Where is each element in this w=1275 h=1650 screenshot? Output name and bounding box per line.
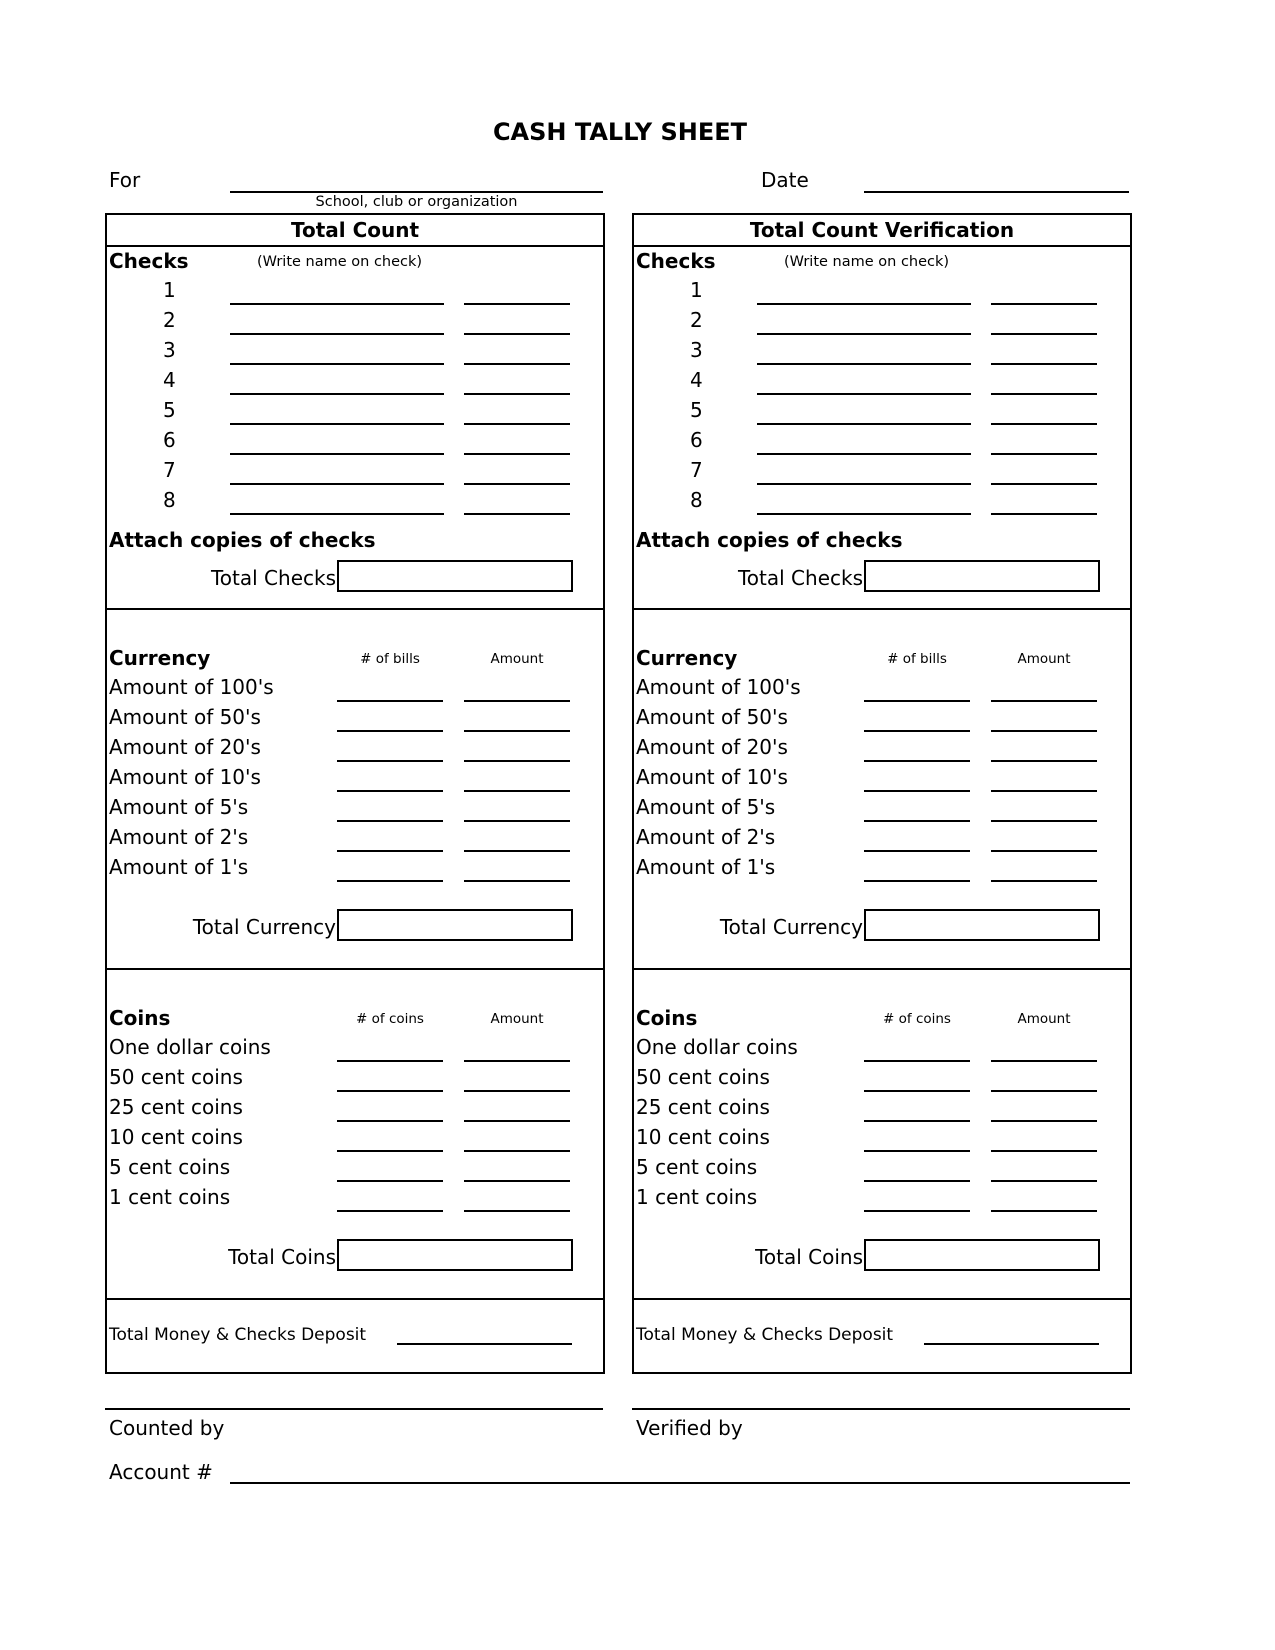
bill-amount-field[interactable] [991,850,1097,852]
coins-column-header: # of coins [356,1011,424,1027]
check-number: 1 [690,278,703,302]
bill-count-field[interactable] [864,730,970,732]
attach-checks-note: Attach copies of checks [109,528,376,552]
bill-amount-field[interactable] [464,880,570,882]
coin-row-label: 50 cent coins [109,1065,243,1089]
check-amount-field[interactable] [991,303,1097,305]
panel-heading: Total Count [290,218,420,242]
currency-row-label: Amount of 10's [109,765,261,789]
coin-count-field[interactable] [337,1090,443,1092]
bill-amount-field[interactable] [464,760,570,762]
coin-amount-field[interactable] [464,1090,570,1092]
amount-column-header: Amount [1017,651,1071,667]
bill-count-field[interactable] [864,820,970,822]
deposit-total-field[interactable] [924,1343,1099,1345]
coin-count-field[interactable] [864,1210,970,1212]
bill-amount-field[interactable] [464,820,570,822]
check-number: 7 [163,458,176,482]
check-number: 8 [163,488,176,512]
verified-by-signature-line[interactable] [632,1408,1130,1410]
currency-section-title: Currency [109,646,211,670]
coin-count-field[interactable] [864,1090,970,1092]
coin-amount-field[interactable] [991,1150,1097,1152]
coin-row-label: 50 cent coins [636,1065,770,1089]
total-checks-label: Total Checks [737,566,863,590]
check-number: 5 [690,398,703,422]
check-amount-field[interactable] [464,513,570,515]
bill-count-field[interactable] [337,790,443,792]
coin-amount-field[interactable] [464,1120,570,1122]
coin-amount-field[interactable] [991,1120,1097,1122]
check-amount-field[interactable] [991,393,1097,395]
check-name-field[interactable] [230,333,444,335]
check-name-field[interactable] [230,393,444,395]
currency-row-label: Amount of 100's [636,675,801,699]
check-name-field[interactable] [757,453,971,455]
check-name-field[interactable] [230,513,444,515]
total-coins-field[interactable] [864,1239,1100,1271]
divider [634,968,1130,970]
coin-amount-field[interactable] [991,1210,1097,1212]
bill-amount-field[interactable] [991,880,1097,882]
check-amount-field[interactable] [464,423,570,425]
total-checks-field[interactable] [864,560,1100,592]
check-amount-field[interactable] [991,513,1097,515]
date-label: Date [761,168,809,192]
bill-count-field[interactable] [337,880,443,882]
bill-count-field[interactable] [337,700,443,702]
total-currency-label: Total Currency [719,915,863,939]
verified-by-label: Verified by [636,1416,743,1440]
divider [107,1298,603,1300]
check-name-field[interactable] [757,483,971,485]
coin-row-label: 25 cent coins [109,1095,243,1119]
check-amount-field[interactable] [464,483,570,485]
currency-row-label: Amount of 2's [636,825,776,849]
check-name-field[interactable] [230,303,444,305]
bills-column-header: # of bills [887,651,947,667]
coin-amount-field[interactable] [464,1150,570,1152]
for-label: For [109,168,141,192]
bills-column-header: # of bills [360,651,420,667]
divider [634,608,1130,610]
check-number: 7 [690,458,703,482]
bill-count-field[interactable] [864,760,970,762]
bill-count-field[interactable] [864,880,970,882]
divider [107,968,603,970]
total-checks-label: Total Checks [210,566,336,590]
bill-count-field[interactable] [337,820,443,822]
check-name-field[interactable] [230,483,444,485]
check-number: 2 [163,308,176,332]
total-count-verification-panel [632,213,1132,1374]
total-currency-label: Total Currency [192,915,336,939]
account-number-label: Account # [109,1460,213,1484]
check-name-field[interactable] [230,363,444,365]
deposit-label: Total Money & Checks Deposit [636,1325,894,1345]
attach-checks-note: Attach copies of checks [636,528,903,552]
check-amount-field[interactable] [464,303,570,305]
coins-section-title: Coins [109,1006,171,1030]
coin-count-field[interactable] [864,1150,970,1152]
total-currency-field[interactable] [337,909,573,941]
coin-count-field[interactable] [337,1210,443,1212]
coin-row-label: One dollar coins [636,1035,798,1059]
bill-count-field[interactable] [864,850,970,852]
total-coins-label: Total Coins [228,1245,336,1269]
coin-row-label: 10 cent coins [109,1125,243,1149]
bill-count-field[interactable] [337,760,443,762]
coin-count-field[interactable] [337,1150,443,1152]
coin-amount-field[interactable] [464,1060,570,1062]
currency-row-label: Amount of 20's [636,735,788,759]
divider [634,245,1130,247]
coins-column-header: # of coins [883,1011,951,1027]
check-number: 4 [690,368,703,392]
currency-row-label: Amount of 20's [109,735,261,759]
panel-heading: Total Count Verification [749,218,1015,242]
check-name-field[interactable] [757,333,971,335]
coin-amount-field[interactable] [464,1210,570,1212]
currency-row-label: Amount of 50's [109,705,261,729]
coin-amount-field[interactable] [464,1180,570,1182]
check-name-field[interactable] [757,513,971,515]
currency-row-label: Amount of 5's [636,795,776,819]
check-amount-field[interactable] [991,333,1097,335]
coin-amount-field[interactable] [991,1090,1097,1092]
total-coins-field[interactable] [337,1239,573,1271]
check-name-field[interactable] [230,423,444,425]
coin-count-field[interactable] [337,1060,443,1062]
checks-note: (Write name on check) [784,254,950,270]
bill-amount-field[interactable] [464,730,570,732]
coin-row-label: 5 cent coins [636,1155,758,1179]
counted-by-label: Counted by [109,1416,225,1440]
currency-section-title: Currency [636,646,738,670]
bill-amount-field[interactable] [464,700,570,702]
check-number: 6 [690,428,703,452]
total-currency-field[interactable] [864,909,1100,941]
coin-amount-field[interactable] [991,1180,1097,1182]
coin-count-field[interactable] [864,1180,970,1182]
check-number: 1 [163,278,176,302]
check-amount-field[interactable] [464,453,570,455]
coin-row-label: 1 cent coins [109,1185,231,1209]
currency-row-label: Amount of 1's [636,855,776,879]
currency-row-label: Amount of 50's [636,705,788,729]
coin-amount-field[interactable] [991,1060,1097,1062]
coin-count-field[interactable] [864,1120,970,1122]
amount-column-header: Amount [490,651,544,667]
bill-amount-field[interactable] [991,760,1097,762]
bill-count-field[interactable] [864,700,970,702]
total-checks-field[interactable] [337,560,573,592]
check-number: 8 [690,488,703,512]
coin-count-field[interactable] [864,1060,970,1062]
check-amount-field[interactable] [464,363,570,365]
account-number-field[interactable] [230,1482,1130,1484]
check-number: 2 [690,308,703,332]
bill-amount-field[interactable] [991,820,1097,822]
deposit-total-field[interactable] [397,1343,572,1345]
check-amount-field[interactable] [991,363,1097,365]
check-amount-field[interactable] [464,393,570,395]
page-title: CASH TALLY SHEET [492,118,748,146]
divider [634,1298,1130,1300]
divider [107,245,603,247]
currency-row-label: Amount of 100's [109,675,274,699]
deposit-label: Total Money & Checks Deposit [109,1325,367,1345]
checks-section-title: Checks [109,249,189,273]
check-number: 5 [163,398,176,422]
checks-note: (Write name on check) [257,254,423,270]
total-count-panel [105,213,605,1374]
check-number: 4 [163,368,176,392]
check-number: 3 [690,338,703,362]
divider [107,608,603,610]
coin-row-label: 5 cent coins [109,1155,231,1179]
counted-by-signature-line[interactable] [105,1408,603,1410]
check-name-field[interactable] [757,393,971,395]
check-number: 6 [163,428,176,452]
check-name-field[interactable] [230,453,444,455]
check-amount-field[interactable] [991,483,1097,485]
bill-amount-field[interactable] [991,790,1097,792]
bill-amount-field[interactable] [464,850,570,852]
currency-row-label: Amount of 10's [636,765,788,789]
check-number: 3 [163,338,176,362]
organization-caption: School, club or organization [315,194,518,210]
coins-section-title: Coins [636,1006,698,1030]
coin-row-label: 10 cent coins [636,1125,770,1149]
bill-amount-field[interactable] [991,700,1097,702]
check-name-field[interactable] [757,363,971,365]
currency-row-label: Amount of 1's [109,855,249,879]
coin-row-label: One dollar coins [109,1035,271,1059]
coin-row-label: 1 cent coins [636,1185,758,1209]
total-coins-label: Total Coins [755,1245,863,1269]
checks-section-title: Checks [636,249,716,273]
check-amount-field[interactable] [464,333,570,335]
check-amount-field[interactable] [991,453,1097,455]
check-name-field[interactable] [757,423,971,425]
bill-amount-field[interactable] [991,730,1097,732]
date-field[interactable] [864,191,1129,193]
currency-row-label: Amount of 2's [109,825,249,849]
bill-count-field[interactable] [864,790,970,792]
coin-row-label: 25 cent coins [636,1095,770,1119]
bill-amount-field[interactable] [464,790,570,792]
coin-count-field[interactable] [337,1120,443,1122]
coin-count-field[interactable] [337,1180,443,1182]
amount-column-header: Amount [1017,1011,1071,1027]
amount-column-header: Amount [490,1011,544,1027]
bill-count-field[interactable] [337,850,443,852]
check-name-field[interactable] [757,303,971,305]
check-amount-field[interactable] [991,423,1097,425]
currency-row-label: Amount of 5's [109,795,249,819]
bill-count-field[interactable] [337,730,443,732]
